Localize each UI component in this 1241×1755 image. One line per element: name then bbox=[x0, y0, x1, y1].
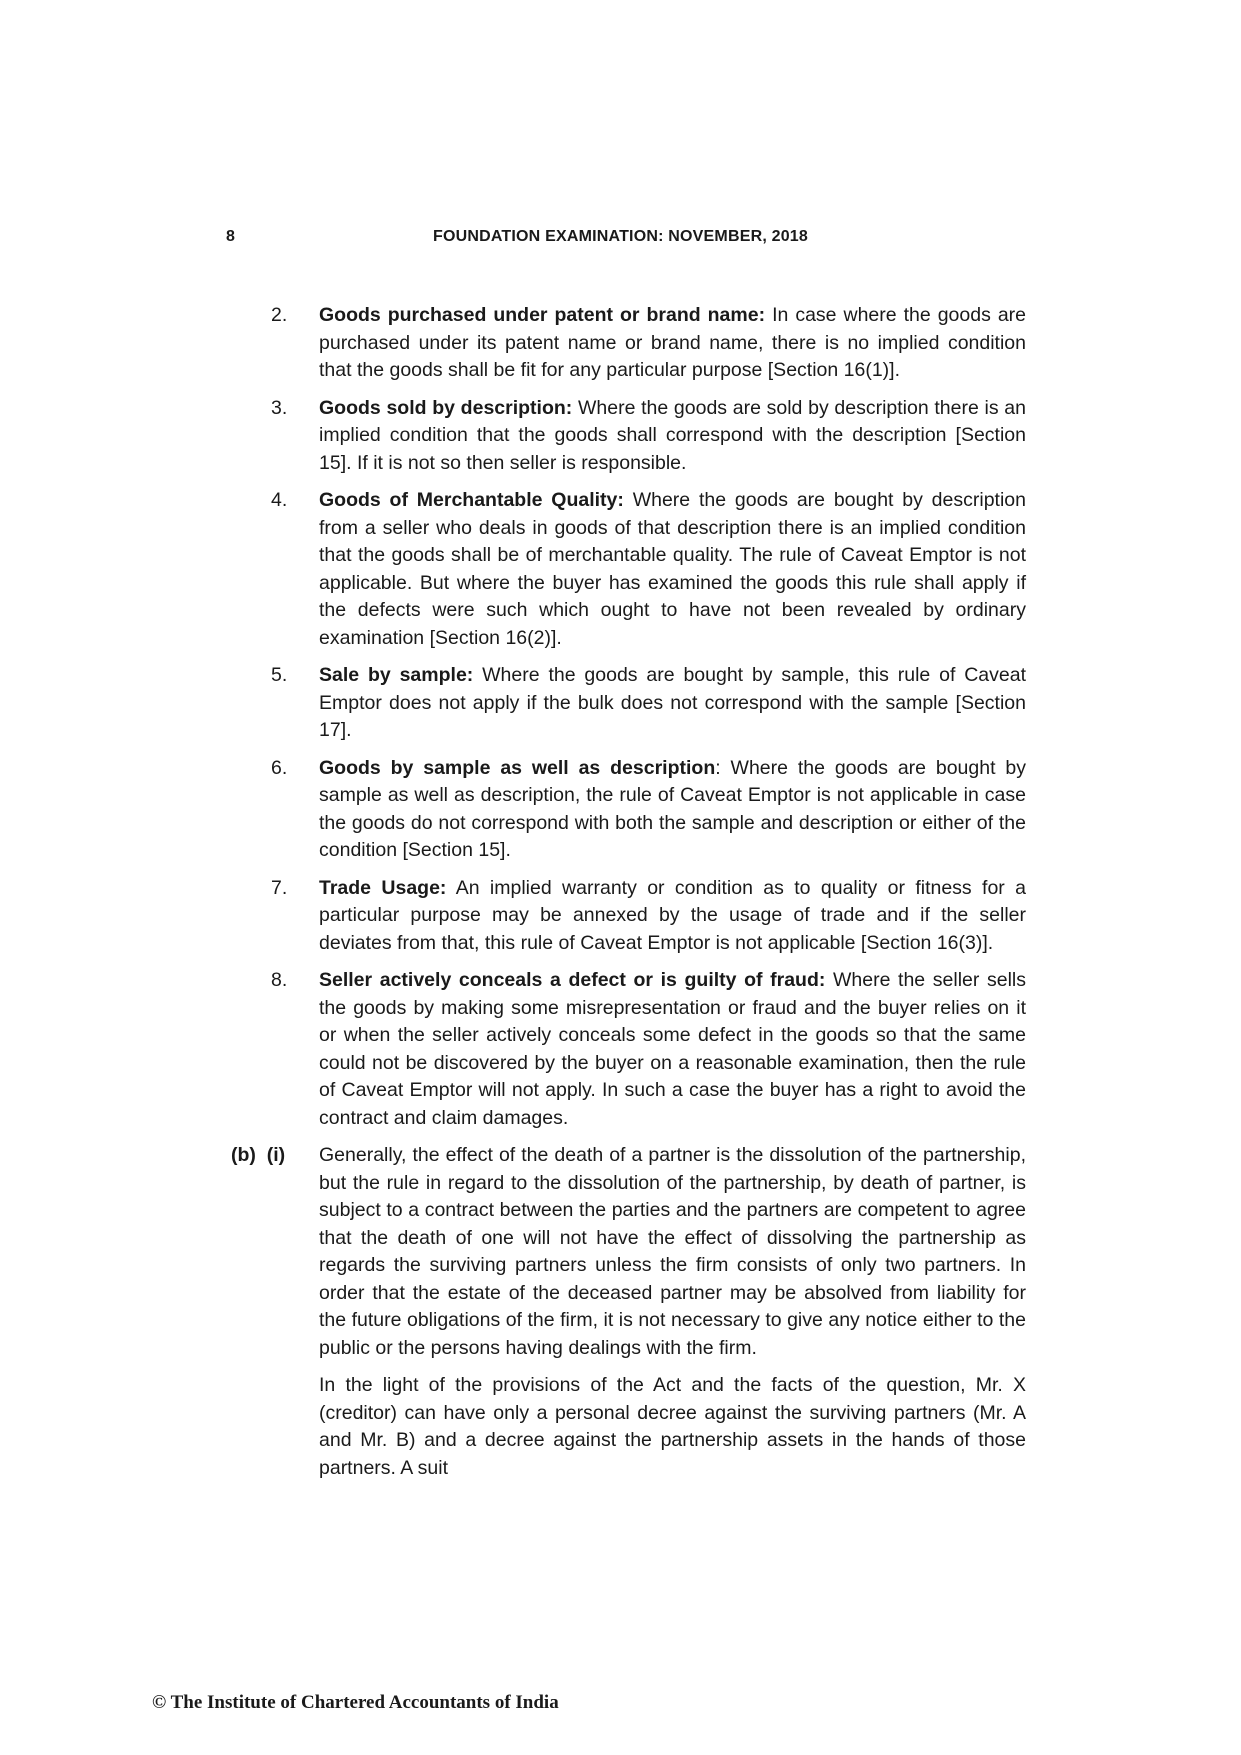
list-item bbox=[226, 302, 1026, 385]
list-item-text bbox=[319, 302, 1026, 385]
list-item-number: 2. bbox=[271, 304, 288, 326]
list-item-number: 4. bbox=[271, 489, 288, 511]
list-item-body: Where the goods are sold by description there is an implied condition that the goods shall correspond with the description [Section 15]. If it is not so then seller is responsible. bbox=[319, 396, 1027, 474]
list-item bbox=[226, 395, 1026, 478]
section-b bbox=[226, 1142, 1026, 1362]
list-item-heading: Goods sold by description: bbox=[319, 396, 573, 419]
list-item-body: In case where the goods are purchased under its patent name or brand name, there is no implied condition that the goods shall be fit for any particular purpose [Section 16(1)]. bbox=[319, 304, 1026, 381]
list-item-heading: Goods purchased under patent or brand name: bbox=[319, 304, 766, 326]
section-b-paragraph-1: Generally, the effect of the death of a partner is the dissolution of the partnership, but the rule in regard to the dissolution of the partnership, by death of partner, is subject to a contract between the parties and the partners are competent to agree that the death of one will not have the effect of dissolving the partnership as regards the surviving partners unless the firm consists of only two partners. In order that the estate of the deceased partner may be absolved from liability for the future obligations of the firm, it is not necessary to give any notice either to the public or the persons having dealings with the firm. bbox=[319, 1144, 1026, 1359]
list-item-number: 6. bbox=[271, 756, 288, 779]
list-item-heading: Trade Usage: bbox=[319, 876, 447, 899]
list-item-heading: Goods of Merchantable Quality: bbox=[319, 489, 624, 511]
list-item-number: 8. bbox=[271, 969, 288, 991]
page-number: 8 bbox=[226, 228, 235, 245]
list-item bbox=[226, 662, 1026, 745]
list-item-text bbox=[319, 487, 1026, 652]
list-item-body: Where the goods are bought by sample, this rule of Caveat Emptor does not apply if the bulk does not correspond with the sample [Section 17]. bbox=[319, 664, 1027, 741]
list-item-number: 3. bbox=[271, 396, 288, 419]
list-item-heading: Goods by sample as well as description bbox=[319, 756, 716, 779]
section-b-paragraph-2: In the light of the provisions of the Act and the facts of the question, Mr. X (creditor) can have only a personal decree against the surviving partners (Mr. A and Mr. B) and a decree against the partnership assets in the hands of those partners. A suit bbox=[319, 1374, 1026, 1479]
list-item-number: 7. bbox=[271, 876, 288, 899]
section-b-label: (b) (i) bbox=[231, 1144, 286, 1166]
list-item-body: Where the seller sells the goods by making some misrepresentation or fraud and the buyer relies on it or when the seller actively conceals some defect in the goods so that the same could not be discovered by the buyer on a reasonable examination, then the rule of Caveat Emptor will not apply. In such a case the buyer has a right to avoid the contract and claim damages. bbox=[319, 969, 1026, 1129]
list-item-number: 5. bbox=[271, 664, 288, 686]
list-item-heading: Sale by sample: bbox=[319, 664, 474, 686]
list-item-body: Where the goods are bought by description from a seller who deals in goods of that description there is an implied condition that the goods shall be of merchantable quality. The rule of Caveat Emptor is not applicable. But where the buyer has examined the goods this rule shall apply if the defects were such which ought to have not been revealed by ordinary examination [Section 16(2)]. bbox=[319, 489, 1026, 649]
list-item-text bbox=[319, 395, 1026, 478]
footer-copyright: © The Institute of Chartered Accountants of India bbox=[152, 1692, 559, 1713]
list-item-text bbox=[319, 662, 1026, 745]
list-item bbox=[226, 967, 1026, 1132]
list-item-body: : Where the goods are bought by sample as well as description, the rule of Caveat Emptor is not applicable in case the goods do not correspond with both the sample and description or either of the condition [Section 15]. bbox=[319, 756, 1026, 861]
list-item-text bbox=[319, 875, 1026, 958]
list-item-heading: Seller actively conceals a defect or is guilty of fraud: bbox=[319, 969, 826, 991]
list-item-text bbox=[319, 755, 1026, 865]
list-item-body: An implied warranty or condition as to quality or fitness for a particular purpose may be annexed by the usage of trade and if the seller deviates from that, this rule of Caveat Emptor is not applicable [Section 16(3)]. bbox=[319, 876, 1026, 954]
page-content bbox=[226, 302, 1026, 1482]
list-item bbox=[226, 755, 1026, 865]
list-item bbox=[226, 487, 1026, 652]
list-item-text bbox=[319, 967, 1026, 1132]
page-header-title: FOUNDATION EXAMINATION: NOVEMBER, 2018 bbox=[432, 228, 809, 245]
list-item bbox=[226, 875, 1026, 958]
